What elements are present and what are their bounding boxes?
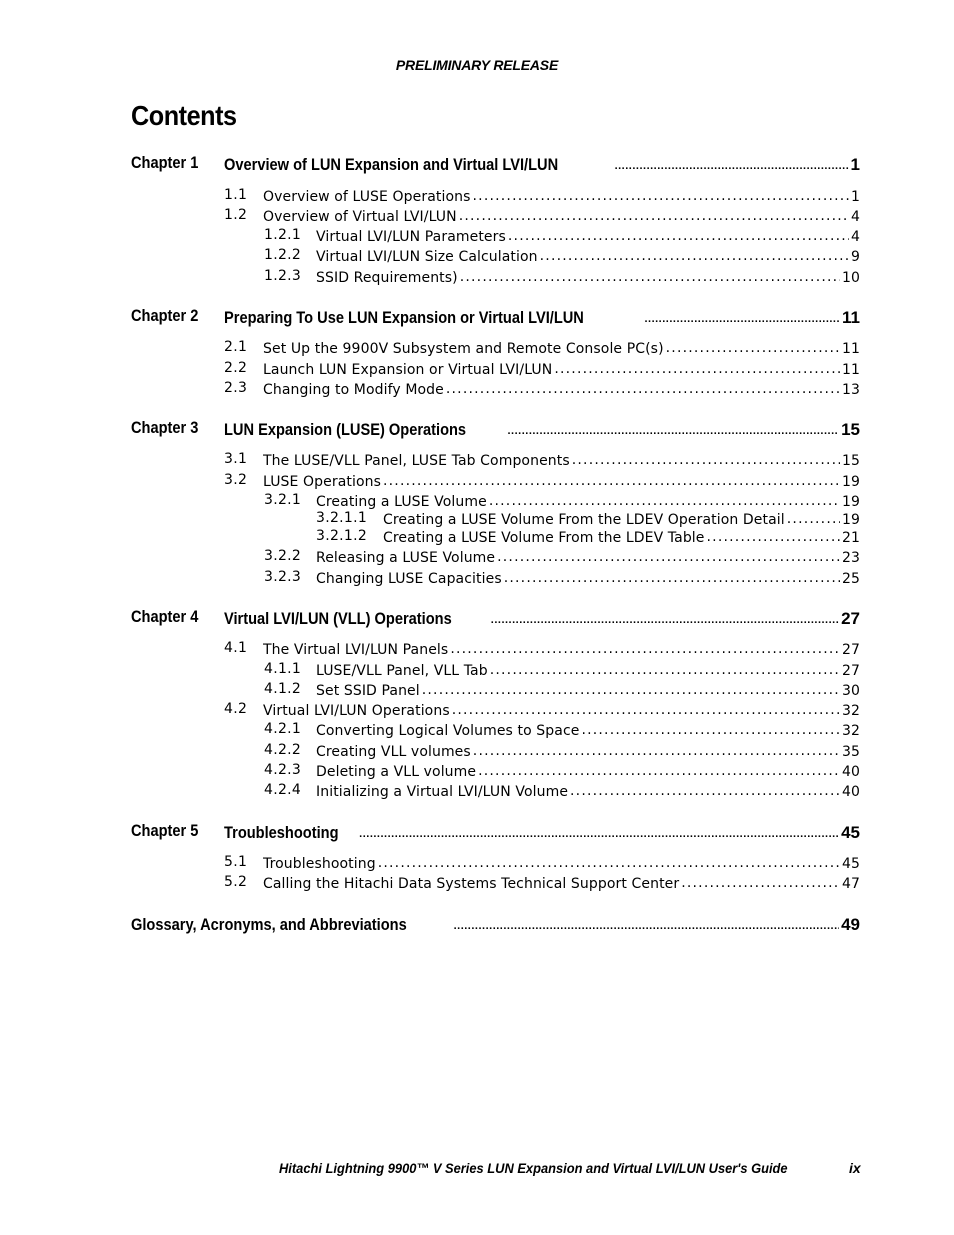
section-title: LUSE/VLL Panel, VLL Tab: [316, 663, 488, 679]
section-page: 15: [841, 453, 860, 469]
footer-title: Hitachi Lightning 9900™ V Series LUN Expansion and Virtual LVI/LUN User's Guide: [279, 1160, 788, 1176]
toc-entry[interactable]: [0, 247, 954, 267]
toc-entry[interactable]: [0, 451, 954, 471]
chapter-page: 27: [841, 609, 860, 628]
chapter-label: Chapter 2: [131, 306, 199, 325]
chapter-label: Chapter 5: [131, 821, 199, 840]
section-page: 10: [841, 270, 860, 286]
toc-entry[interactable]: [0, 721, 954, 741]
toc-entry[interactable]: [0, 339, 954, 359]
toc-entry[interactable]: [0, 492, 954, 512]
section-title: Virtual LVI/LUN Size Calculation: [316, 249, 538, 265]
section-number: 2.2: [224, 360, 248, 376]
section-number: 4.2.1: [264, 721, 302, 737]
toc-entry[interactable]: [0, 472, 954, 492]
section-page: 11: [841, 341, 860, 357]
section-title: The Virtual LVI/LUN Panels: [263, 642, 449, 658]
toc-chapter-3[interactable]: [0, 418, 954, 438]
section-page: 4: [850, 229, 860, 245]
section-page: 40: [841, 784, 860, 800]
toc-entry[interactable]: [0, 762, 954, 782]
section-number: 1.2.2: [264, 247, 302, 263]
toc-entry[interactable]: [0, 227, 954, 247]
section-title: Calling the Hitachi Data Systems Technical Support Center: [263, 876, 680, 892]
section-title: Troubleshooting: [263, 856, 376, 872]
section-page: 11: [841, 362, 860, 378]
toc-entry[interactable]: [0, 268, 954, 288]
toc-entry[interactable]: [0, 782, 954, 802]
section-number: 4.1.2: [264, 681, 302, 697]
section-number: 5.1: [224, 854, 248, 870]
chapter-page: 15: [841, 420, 860, 439]
toc-entry[interactable]: [0, 661, 954, 681]
toc-entry[interactable]: [0, 569, 954, 589]
toc-entry[interactable]: [0, 681, 954, 701]
section-number: 1.2: [224, 207, 248, 223]
section-page: 23: [841, 550, 860, 566]
section-title: The LUSE/VLL Panel, LUSE Tab Components: [263, 453, 570, 469]
toc-entry[interactable]: [0, 854, 954, 874]
toc-entry[interactable]: [0, 640, 954, 660]
section-title: Creating VLL volumes: [316, 744, 471, 760]
section-page: 32: [841, 703, 860, 719]
section-page: 9: [850, 249, 860, 265]
toc-chapter-4[interactable]: [0, 607, 954, 627]
section-number: 2.3: [224, 380, 248, 396]
toc-entry[interactable]: [0, 548, 954, 568]
section-page: 4: [850, 209, 860, 225]
toc-entry[interactable]: [0, 207, 954, 227]
section-number: 4.2.4: [264, 782, 302, 798]
section-title: Converting Logical Volumes to Space: [316, 723, 580, 739]
section-title: LUSE Operations: [263, 474, 381, 490]
section-title: Changing LUSE Capacities: [316, 571, 502, 587]
toc-entry[interactable]: [0, 701, 954, 721]
section-title: Set SSID Panel: [316, 683, 420, 699]
section-number: 3.2.3: [264, 569, 302, 585]
page-header: PRELIMINARY RELEASE: [395, 57, 559, 73]
section-number: 3.2.1: [264, 492, 302, 508]
section-title: Creating a LUSE Volume: [316, 494, 487, 510]
section-title: Creating a LUSE Volume From the LDEV Table: [383, 530, 705, 546]
section-page: 25: [841, 571, 860, 587]
section-number: 2.1: [224, 339, 248, 355]
section-title: Releasing a LUSE Volume: [316, 550, 496, 566]
chapter-title: Glossary, Acronyms, and Abbreviations: [131, 915, 407, 934]
section-title: Set Up the 9900V Subsystem and Remote Console PC(s): [263, 341, 664, 357]
section-number: 3.2.1.2: [316, 528, 368, 544]
section-number: 4.2.2: [264, 742, 302, 758]
section-title: Deleting a VLL volume: [316, 764, 477, 780]
section-page: 27: [841, 663, 860, 679]
section-number: 1.2.3: [264, 268, 302, 284]
chapter-page: 49: [841, 915, 860, 934]
section-number: 1.2.1: [264, 227, 302, 243]
chapter-title: LUN Expansion (LUSE) Operations: [224, 420, 467, 439]
toc-chapter-5[interactable]: [0, 821, 954, 841]
section-title: Virtual LVI/LUN Parameters: [316, 229, 506, 245]
toc-entry[interactable]: [0, 380, 954, 400]
section-title: Overview of LUSE Operations: [263, 189, 471, 205]
section-page: 27: [841, 642, 860, 658]
chapter-title: Overview of LUN Expansion and Virtual LVI/LUN: [224, 155, 559, 174]
toc-glossary[interactable]: [0, 913, 954, 933]
toc-entry[interactable]: [0, 874, 954, 894]
section-page: 13: [841, 382, 860, 398]
section-title: Initializing a Virtual LVI/LUN Volume: [316, 784, 569, 800]
chapter-label: Chapter 1: [131, 153, 199, 172]
chapter-title: Virtual LVI/LUN (VLL) Operations: [224, 609, 452, 628]
toc-entry[interactable]: [0, 187, 954, 207]
section-title: Overview of Virtual LVI/LUN: [263, 209, 457, 225]
section-page: 45: [841, 856, 860, 872]
section-title: Virtual LVI/LUN Operations: [263, 703, 450, 719]
section-page: 35: [841, 744, 860, 760]
footer-page-number: ix: [849, 1160, 861, 1176]
chapter-label: Chapter 3: [131, 418, 199, 437]
section-number: 5.2: [224, 874, 248, 890]
section-page: 1: [850, 189, 860, 205]
section-number: 4.1.1: [264, 661, 302, 677]
section-page: 32: [841, 723, 860, 739]
section-title: Creating a LUSE Volume From the LDEV Operation Detail: [383, 512, 785, 528]
section-title: Changing to Modify Mode: [263, 382, 444, 398]
section-title: SSID Requirements): [316, 270, 458, 286]
section-page: 40: [841, 764, 860, 780]
section-number: 1.1: [224, 187, 248, 203]
section-page: 19: [841, 474, 860, 490]
section-page: 30: [841, 683, 860, 699]
section-number: 4.1: [224, 640, 248, 656]
toc-entry[interactable]: [0, 510, 954, 530]
toc-chapter-1[interactable]: [0, 153, 954, 173]
section-number: 3.2.2: [264, 548, 302, 564]
section-title: Launch LUN Expansion or Virtual LVI/LUN: [263, 362, 553, 378]
chapter-title: Preparing To Use LUN Expansion or Virtual LVI/LUN: [224, 308, 584, 327]
section-number: 3.1: [224, 451, 248, 467]
chapter-label: Chapter 4: [131, 607, 199, 626]
section-page: 21: [841, 530, 860, 546]
section-page: 19: [841, 512, 860, 528]
toc-entry[interactable]: [0, 528, 954, 548]
section-page: 19: [841, 494, 860, 510]
page-title: Contents: [131, 100, 237, 131]
chapter-page: 45: [841, 823, 860, 842]
section-number: 4.2: [224, 701, 248, 717]
section-page: 47: [841, 876, 860, 892]
chapter-title: Troubleshooting: [224, 823, 339, 842]
chapter-page: 11: [842, 308, 860, 327]
section-number: 4.2.3: [264, 762, 302, 778]
toc-entry[interactable]: [0, 742, 954, 762]
toc-entry[interactable]: [0, 360, 954, 380]
section-number: 3.2: [224, 472, 248, 488]
chapter-page: 1: [850, 155, 860, 174]
toc-chapter-2[interactable]: [0, 306, 954, 326]
section-number: 3.2.1.1: [316, 510, 368, 526]
